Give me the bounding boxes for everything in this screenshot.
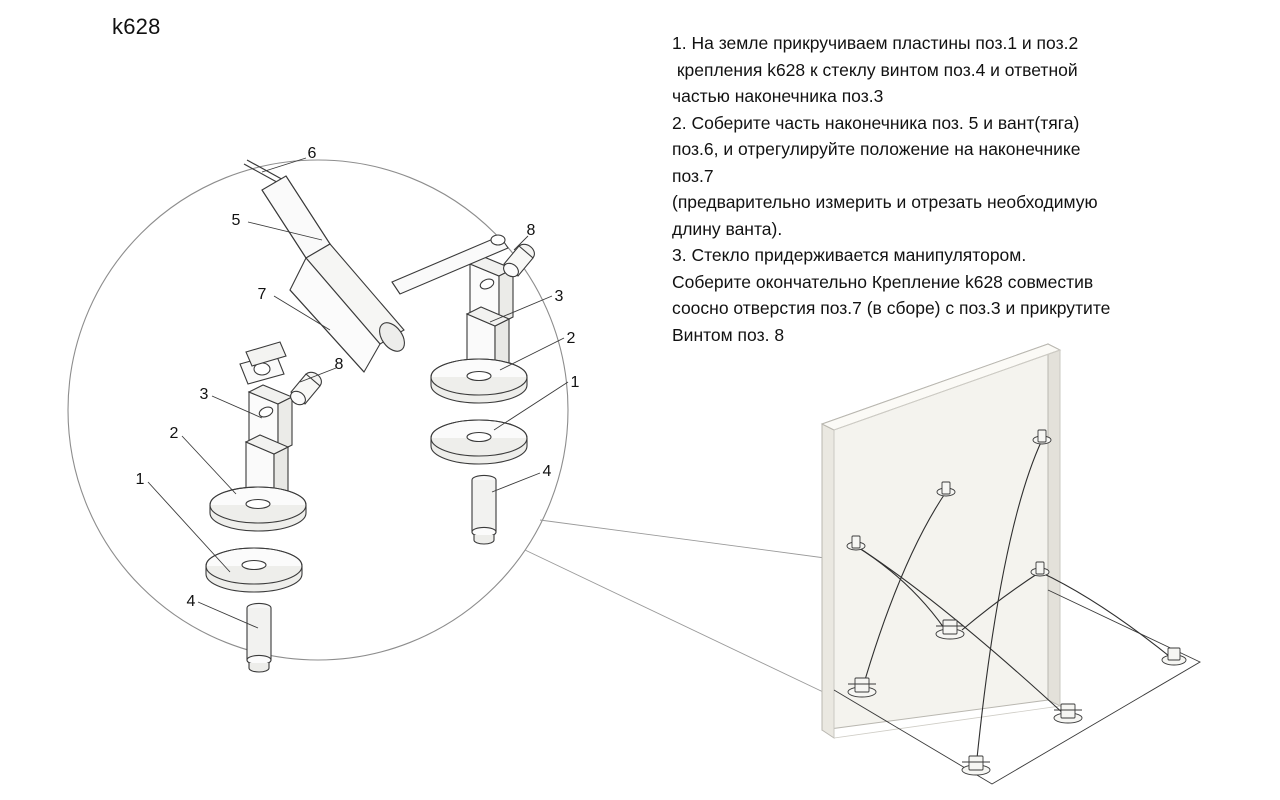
- detail-leader-line-lower: [525, 550, 840, 700]
- instruction-line: 1. На земле прикручиваем пластины поз.1 и поз.2: [672, 33, 1079, 53]
- part-4-screw-right: [472, 475, 496, 544]
- part-7-body: [290, 244, 409, 372]
- callout-label: 1: [135, 471, 145, 488]
- leader-4a: [492, 473, 540, 492]
- part-1-plate-left: [206, 548, 302, 592]
- callout-label: 5: [231, 212, 241, 229]
- callout-label: 7: [257, 286, 267, 303]
- part-7-fork-left: [240, 342, 286, 384]
- instruction-line: поз.6, и отрегулируйте положение на наконечнике: [672, 139, 1081, 159]
- instruction-line: длину ванта).: [672, 218, 783, 239]
- part-4-screw-left: [247, 603, 271, 672]
- overall-assembly: [822, 344, 1200, 784]
- instruction-line: крепления k628 к стеклу винтом поз.4 и ответной: [672, 59, 1078, 80]
- callout-label: 3: [199, 386, 209, 403]
- leader-2a: [500, 338, 564, 370]
- callout-label: 8: [526, 222, 536, 239]
- floor-anchor: [1054, 704, 1082, 723]
- part-1-plate-right: [431, 420, 527, 464]
- callout-label: 3: [554, 288, 564, 305]
- leader-2b: [182, 436, 236, 494]
- instruction-line: (предварительно измерить и отрезать необходимую: [672, 192, 1098, 212]
- instruction-line: частью наконечника поз.3: [672, 86, 884, 106]
- part-5-terminal: [262, 176, 330, 258]
- page-title: k628: [112, 14, 161, 39]
- floor-anchor: [962, 756, 990, 775]
- part-2-plate-right: [431, 359, 527, 403]
- instruction-line: Винтом поз. 8: [672, 324, 785, 345]
- callout-label: 4: [186, 593, 196, 610]
- instruction-line: поз.7: [672, 165, 714, 186]
- left-fitting-assembly: [206, 385, 306, 672]
- instruction-line: соосно отверстия поз.7 (в сборе) с поз.3 и прикрутите: [672, 298, 1111, 318]
- detail-leader-line-upper: [540, 520, 840, 560]
- callout-label: 2: [566, 330, 576, 347]
- callout-label: 6: [307, 145, 317, 162]
- callout-label: 8: [334, 356, 344, 373]
- instruction-line: 2. Соберите часть наконечника поз. 5 и вант(тяга): [672, 112, 1080, 133]
- part-2-plate-left: [210, 487, 306, 531]
- callout-label: 2: [169, 425, 179, 442]
- right-fitting-assembly: [431, 257, 527, 544]
- floor-anchor: [1162, 648, 1186, 665]
- instruction-line: 3. Стекло придерживается манипулятором.: [672, 245, 1027, 265]
- instruction-line: Соберите окончательно Крепление k628 совместив: [672, 271, 1094, 292]
- callout-label: 4: [542, 463, 552, 480]
- callout-label: 1: [570, 374, 580, 391]
